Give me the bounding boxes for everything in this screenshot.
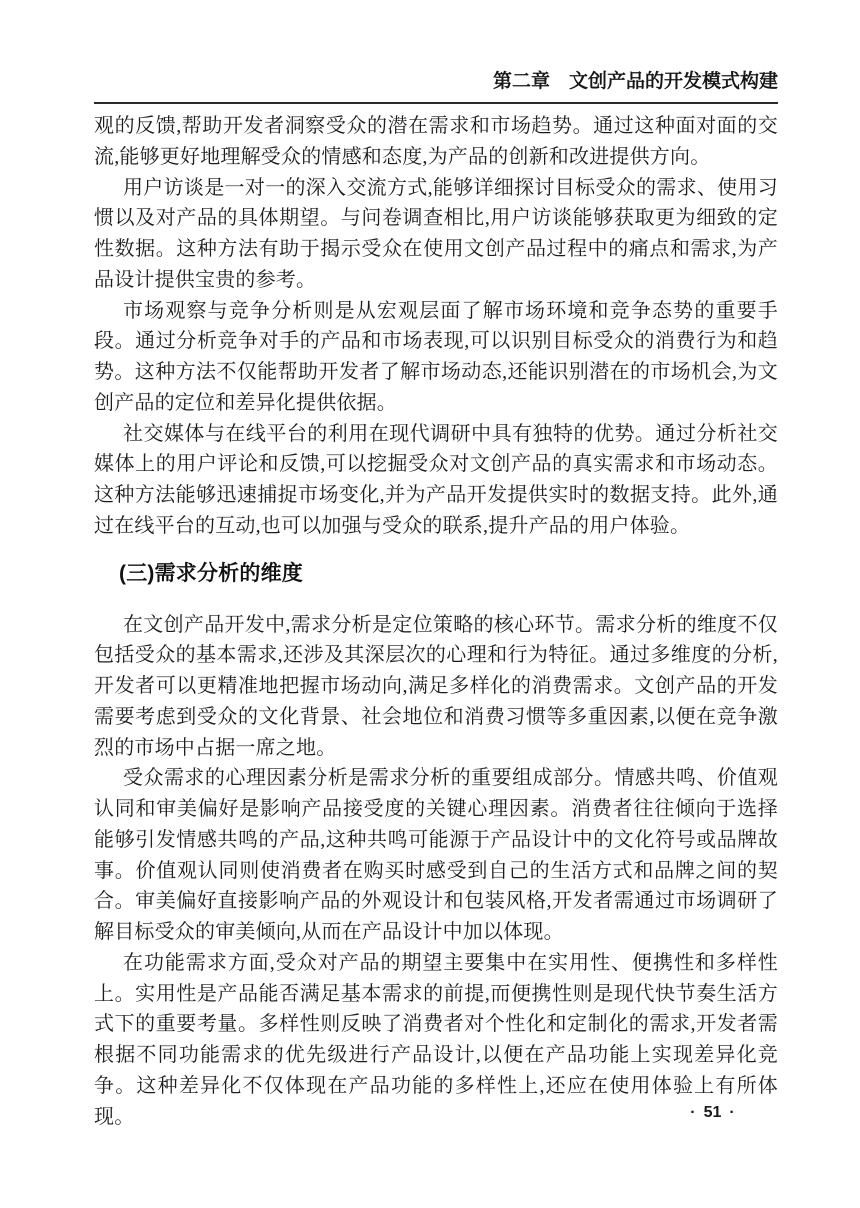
page-number <box>640 1103 785 1123</box>
page-number-left-dot: · <box>690 1104 696 1121</box>
paragraph: 在功能需求方面,受众对产品的期望主要集中在实用性、便携性和多样性上。实用性是产品能否满足基本需求的前提,而便携性则是现代快节奏生活方式下的重要考量。多样性则反映了消费者对个性化和定制化的需求,开发者需根据不同功能需求的优先级进行产品设计,以便在产品功能上实现差异化竞争。这种差异化不仅体现在产品功能的多样性上,还应在使用体验上有所体现。 <box>94 951 778 1128</box>
page-body-text <box>94 111 778 1132</box>
page-number-value: 51 <box>703 1104 722 1121</box>
paragraph: 在文创产品开发中,需求分析是定位策略的核心环节。需求分析的维度不仅包括受众的基本需求,还涉及其深层次的心理和行为特征。通过多维度的分析,开发者可以更精准地把握市场动向,满足多样化的消费需求。文创产品的开发需要考虑到受众的文化背景、社会地位和消费习惯等多重因素,以便在竞争激烈的市场中占据一席之地。 <box>94 613 778 759</box>
paragraph: 市场观察与竞争分析则是从宏观层面了解市场环境和竞争态势的重要手段。通过分析竞争对手的产品和市场表现,可以识别目标受众的消费行为和趋势。这种方法不仅能帮助开发者了解市场动态,还能识别潜在的市场机会,为文创产品的定位和差异化提供依据。 <box>94 299 778 414</box>
paragraph: 受众需求的心理因素分析是需求分析的重要组成部分。情感共鸣、价值观认同和审美偏好是影响产品接受度的关键心理因素。消费者往往倾向于选择能够引发情感共鸣的产品,这种共鸣可能源于产品设计中的文化符号或品牌故事。价值观认同则使消费者在购买时感受到自己的生活方式和品牌之间的契合。审美偏好直接影响产品的外观设计和包装风格,开发者需通过市场调研了解目标受众的审美倾向,从而在产品设计中加以体现。 <box>94 767 778 943</box>
running-head-title: 文创产品的开发模式构建 <box>568 71 778 92</box>
section-heading: (三)需求分析的维度 <box>119 561 303 585</box>
header-rule <box>94 102 778 104</box>
paragraph: 社交媒体与在线平台的利用在现代调研中具有独特的优势。通过分析社交媒体上的用户评论和反馈,可以挖掘受众对文创产品的真实需求和市场动态。这种方法能够迅速捕捉市场变化,并为产品开发提供实时的数据支持。此外,通过在线平台的互动,也可以加强与受众的联系,提升产品的用户体验。 <box>94 422 778 537</box>
running-head <box>94 70 778 94</box>
page-number-right-dot: · <box>729 1104 735 1121</box>
paragraph: 用户访谈是一对一的深入交流方式,能够详细探讨目标受众的需求、使用习惯以及对产品的具体期望。与问卷调查相比,用户访谈能够获取更为细致的定性数据。这种方法有助于揭示受众在使用文创产品过程中的痛点和需求,为产品设计提供宝贵的参考。 <box>94 176 778 291</box>
paragraph-continuation: 观的反馈,帮助开发者洞察受众的潜在需求和市场趋势。通过这种面对面的交流,能够更好地理解受众的情感和态度,为产品的创新和改进提供方向。 <box>94 115 778 168</box>
running-head-chapter: 第二章 <box>492 71 550 92</box>
